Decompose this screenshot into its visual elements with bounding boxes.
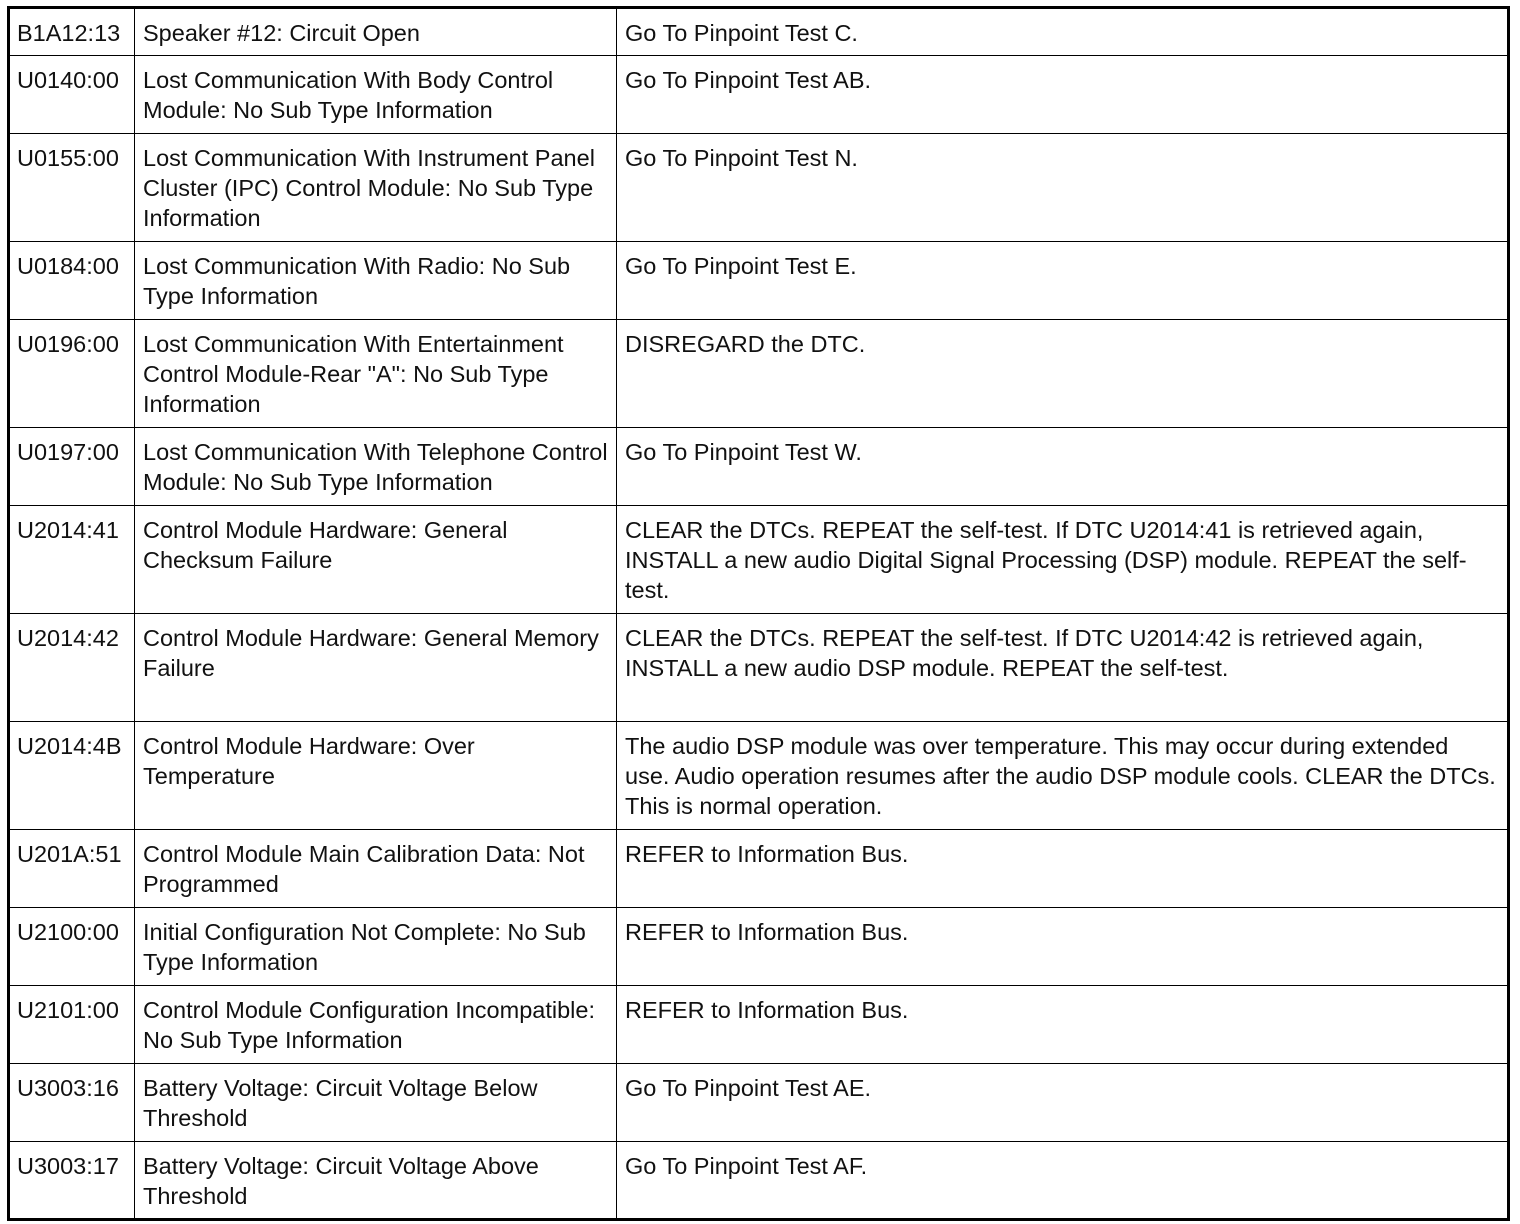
table-row xyxy=(9,134,1509,242)
table-row xyxy=(9,722,1509,830)
dtc-code: U0184:00 xyxy=(9,242,135,320)
dtc-description: Lost Communication With Body Control Module: No Sub Type Information xyxy=(135,56,617,134)
dtc-code: U3003:16 xyxy=(9,1064,135,1142)
dtc-code: B1A12:13 xyxy=(9,8,135,56)
dtc-code: U0197:00 xyxy=(9,428,135,506)
table-row xyxy=(9,56,1509,134)
dtc-description: Lost Communication With Radio: No Sub Type Information xyxy=(135,242,617,320)
dtc-action: The audio DSP module was over temperature. This may occur during extended use. Audio operation resumes after the audio DSP module cools. CLEAR the DTCs. This is normal operation. xyxy=(617,722,1509,830)
dtc-action: DISREGARD the DTC. xyxy=(617,320,1509,428)
dtc-description: Battery Voltage: Circuit Voltage Below Threshold xyxy=(135,1064,617,1142)
dtc-code: U2014:42 xyxy=(9,614,135,722)
dtc-action: CLEAR the DTCs. REPEAT the self-test. If DTC U2014:42 is retrieved again, INSTALL a new audio DSP module. REPEAT the self-test. xyxy=(617,614,1509,722)
dtc-description: Battery Voltage: Circuit Voltage Above Threshold xyxy=(135,1142,617,1220)
dtc-code: U3003:17 xyxy=(9,1142,135,1220)
dtc-action: REFER to Information Bus. xyxy=(617,908,1509,986)
dtc-action: Go To Pinpoint Test AE. xyxy=(617,1064,1509,1142)
dtc-code: U2100:00 xyxy=(9,908,135,986)
dtc-action: Go To Pinpoint Test AF. xyxy=(617,1142,1509,1220)
dtc-description: Control Module Hardware: General Memory Failure xyxy=(135,614,617,722)
dtc-code: U2014:4B xyxy=(9,722,135,830)
dtc-action: REFER to Information Bus. xyxy=(617,830,1509,908)
dtc-action: Go To Pinpoint Test C. xyxy=(617,8,1509,56)
dtc-action: Go To Pinpoint Test W. xyxy=(617,428,1509,506)
dtc-code: U0155:00 xyxy=(9,134,135,242)
dtc-action: CLEAR the DTCs. REPEAT the self-test. If DTC U2014:41 is retrieved again, INSTALL a new audio Digital Signal Processing (DSP) module. REPEAT the self-test. xyxy=(617,506,1509,614)
table-row xyxy=(9,986,1509,1064)
table-row xyxy=(9,8,1509,56)
table-row xyxy=(9,428,1509,506)
dtc-description: Lost Communication With Entertainment Control Module-Rear "A": No Sub Type Information xyxy=(135,320,617,428)
table-row xyxy=(9,1064,1509,1142)
dtc-code: U0196:00 xyxy=(9,320,135,428)
dtc-description: Speaker #12: Circuit Open xyxy=(135,8,617,56)
table-row xyxy=(9,830,1509,908)
dtc-code: U0140:00 xyxy=(9,56,135,134)
dtc-table xyxy=(7,6,1510,1221)
table-row xyxy=(9,908,1509,986)
table-row xyxy=(9,320,1509,428)
table-row xyxy=(9,614,1509,722)
dtc-code: U2101:00 xyxy=(9,986,135,1064)
table-row xyxy=(9,1142,1509,1220)
dtc-description: Lost Communication With Instrument Panel Cluster (IPC) Control Module: No Sub Type Information xyxy=(135,134,617,242)
dtc-description: Control Module Hardware: Over Temperature xyxy=(135,722,617,830)
dtc-description: Control Module Main Calibration Data: Not Programmed xyxy=(135,830,617,908)
dtc-action: REFER to Information Bus. xyxy=(617,986,1509,1064)
dtc-code: U2014:41 xyxy=(9,506,135,614)
table-row xyxy=(9,242,1509,320)
dtc-action: Go To Pinpoint Test N. xyxy=(617,134,1509,242)
dtc-description: Control Module Configuration Incompatible: No Sub Type Information xyxy=(135,986,617,1064)
table-row xyxy=(9,506,1509,614)
dtc-description: Control Module Hardware: General Checksum Failure xyxy=(135,506,617,614)
dtc-code: U201A:51 xyxy=(9,830,135,908)
dtc-description: Lost Communication With Telephone Control Module: No Sub Type Information xyxy=(135,428,617,506)
dtc-action: Go To Pinpoint Test E. xyxy=(617,242,1509,320)
dtc-action: Go To Pinpoint Test AB. xyxy=(617,56,1509,134)
dtc-description: Initial Configuration Not Complete: No Sub Type Information xyxy=(135,908,617,986)
